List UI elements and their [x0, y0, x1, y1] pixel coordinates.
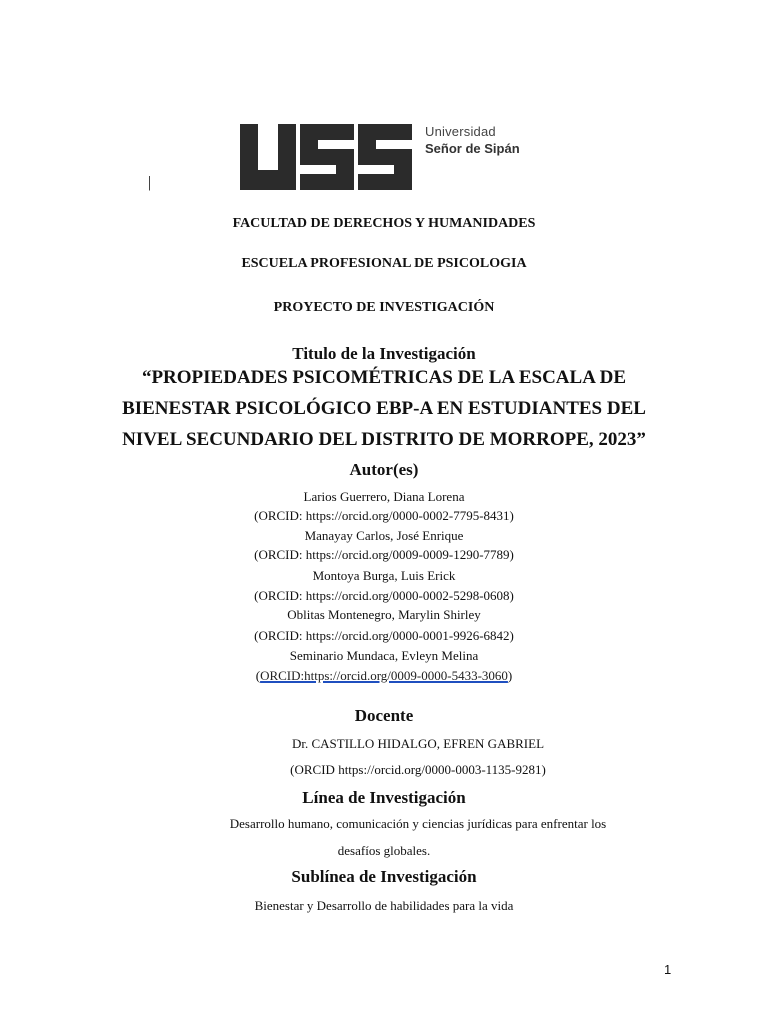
author-orcid-linked — [0, 668, 768, 684]
subline-label: Sublínea de Investigación — [291, 867, 477, 886]
title-line-1: “PROPIEDADES PSICOMÉTRICAS DE LA ESCALA DE — [141, 367, 627, 388]
teacher-orcid: (ORCID https://orcid.org/0000-0003-1135-9281) — [290, 762, 546, 777]
orcid-hyperlink[interactable]: ORCID:https://orcid.org/0009-0000-5433-3060 — [260, 668, 508, 683]
page-number: 1 — [664, 962, 672, 977]
author-orcid: (ORCID: https://orcid.org/0000-0002-5298-0608) — [254, 588, 514, 603]
teacher-label: Docente — [354, 706, 414, 725]
research-line-text-1: Desarrollo humano, comunicación y ciencias jurídicas para enfrentar los — [229, 816, 607, 831]
text-cursor-mark: | — [148, 174, 152, 191]
school-heading: ESCUELA PROFESIONAL DE PSICOLOGIA — [241, 256, 527, 271]
research-line-text-2: desafíos globales. — [337, 843, 431, 858]
subline-text: Bienestar y Desarrollo de habilidades para la vida — [254, 898, 514, 913]
logo-text-universidad: Universidad — [425, 124, 496, 139]
project-type-heading: PROYECTO DE INVESTIGACIÓN — [273, 300, 495, 315]
research-line-label: Línea de Investigación — [302, 788, 466, 807]
title-line-3: NIVEL SECUNDARIO DEL DISTRITO DE MORROPE, 2023” — [122, 429, 646, 450]
author-orcid: (ORCID: https://orcid.org/0000-0002-7795-8431) — [254, 508, 514, 523]
author-name: Seminario Mundaca, Evleyn Melina — [289, 648, 479, 663]
authors-label: Autor(es) — [349, 460, 419, 479]
title-label: Titulo de la Investigación — [292, 344, 476, 363]
uss-logo-mark — [240, 124, 415, 190]
faculty-heading: FACULTAD DE DERECHOS Y HUMANIDADES — [232, 216, 536, 231]
author-name: Larios Guerrero, Diana Lorena — [303, 489, 465, 504]
orcid-open-paren: ( — [255, 668, 261, 683]
author-orcid: (ORCID: https://orcid.org/0009-0009-1290-7789) — [254, 547, 514, 562]
title-line-2: BIENESTAR PSICOLÓGICO EBP-A EN ESTUDIANTES DEL — [122, 398, 646, 419]
author-name: Manayay Carlos, José Enrique — [304, 528, 464, 543]
teacher-name: Dr. CASTILLO HIDALGO, EFREN GABRIEL — [291, 736, 545, 751]
logo-text-senor-de-sipan: Señor de Sipán — [425, 141, 520, 156]
author-name: Montoya Burga, Luis Erick — [312, 568, 456, 583]
orcid-close-paren: ) — [507, 668, 513, 683]
author-name: Oblitas Montenegro, Marylin Shirley — [287, 607, 481, 622]
author-orcid: (ORCID: https://orcid.org/0000-0001-9926-6842) — [254, 628, 514, 643]
university-logo — [240, 124, 540, 190]
